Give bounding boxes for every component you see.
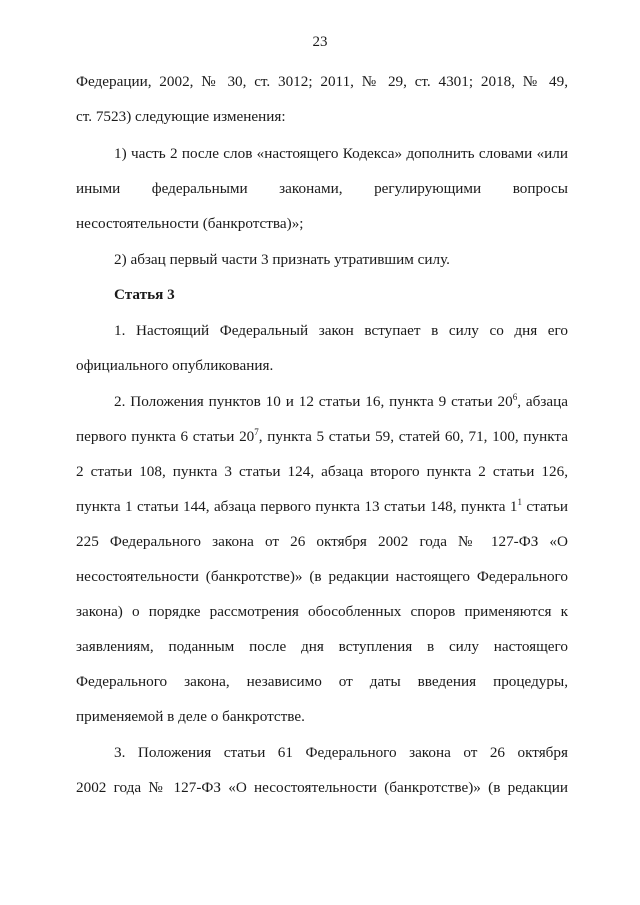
paragraph-line: Федерации, 2002, № 30, ст. 3012; 2011, № 29, ст. 4301; 2018, № 49, — [76, 73, 568, 90]
superscript: 7 — [254, 427, 259, 437]
paragraph-line: официального опубликования. — [76, 357, 274, 374]
paragraph-line: несостоятельности (банкротстве)» (в редакции настоящего Федерального — [76, 568, 568, 585]
paragraph-line: ст. 7523) следующие изменения: — [76, 108, 286, 125]
paragraph-line: 3. Положения статьи 61 Федерального закона от 26 октября — [114, 744, 568, 761]
paragraph-line: Федерального закона, независимо от даты введения процедуры, — [76, 673, 568, 690]
paragraph-line: закона) о порядке рассмотрения обособленных споров применяются к — [76, 603, 568, 620]
paragraph-line: 2) абзац первый части 3 признать утратившим силу. — [114, 251, 450, 268]
paragraph-line: несостоятельности (банкротства)»; — [76, 215, 304, 232]
paragraph-line: 2. Положения пунктов 10 и 12 статьи 16, пункта 9 статьи $20^6$, абзаца — [114, 392, 568, 410]
paragraph-line: 2002 года № 127-ФЗ «О несостоятельности (банкротстве)» (в редакции — [76, 779, 568, 796]
article-heading: Статья 3 — [114, 286, 175, 303]
paragraph-line: применяемой в деле о банкротстве. — [76, 708, 305, 725]
paragraph-line: 1) часть 2 после слов «настоящего Кодекса» дополнить словами «или — [114, 145, 568, 162]
paragraph-line: 1. Настоящий Федеральный закон вступает в силу со дня его — [114, 322, 568, 339]
paragraph-line: 2 статьи 108, пункта 3 статьи 124, абзаца второго пункта 2 статьи 126, — [76, 463, 568, 480]
paragraph-line: пункта 1 статьи 144, абзаца первого пункта 13 статьи 148, пункта $1^1$ статьи — [76, 497, 568, 515]
superscript: 6 — [512, 392, 518, 402]
page-number: 23 — [312, 34, 328, 50]
paragraph-line: первого пункта 6 статьи $20^7$, пункта 5 статьи 59, статей 60, 71, 100, пункта — [76, 427, 569, 445]
superscript: 1 — [517, 497, 522, 507]
paragraph-line: иными федеральными законами, регулирующими вопросы — [76, 180, 568, 197]
paragraph-line: 225 Федерального закона от 26 октября 2002 года № 127-ФЗ «О — [76, 533, 568, 550]
paragraph-line: заявлениям, поданным после дня вступления в силу настоящего — [76, 638, 568, 655]
